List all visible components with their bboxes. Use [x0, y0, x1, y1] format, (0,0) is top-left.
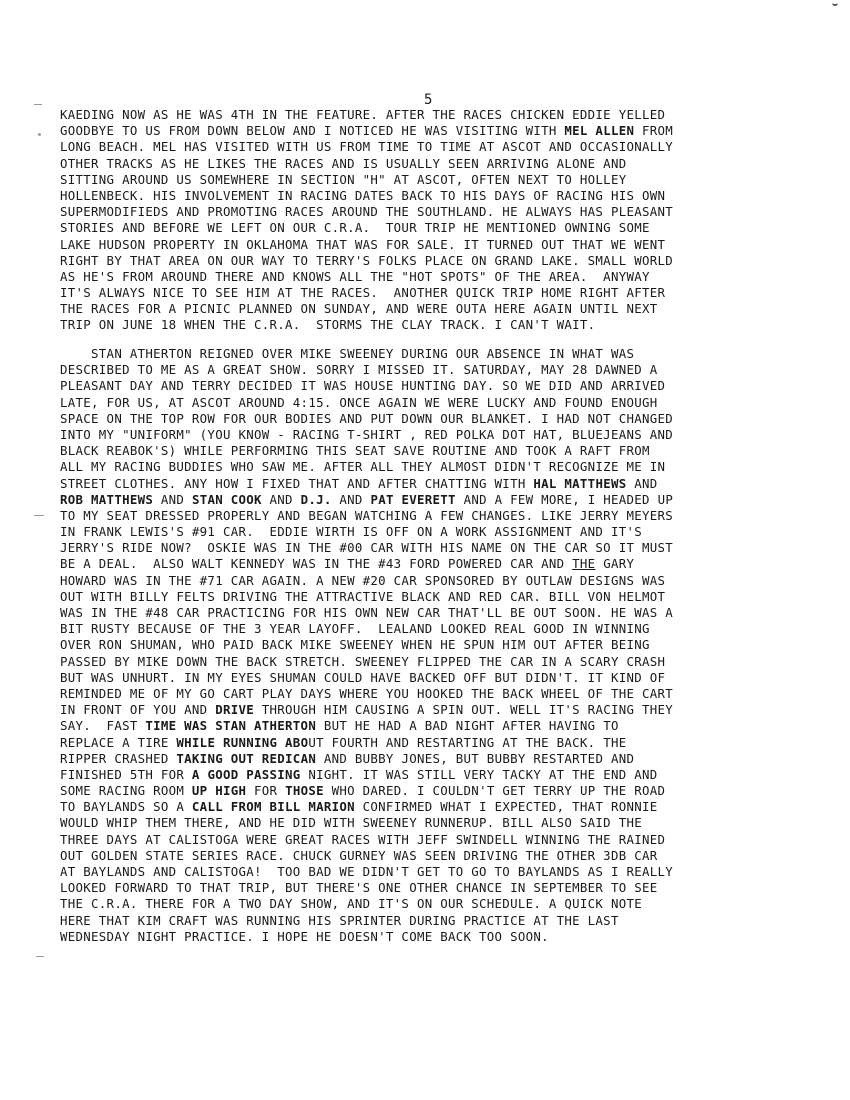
text-segment: BUT HE HAD A BAD NIGHT AFTER HAVING TO	[316, 718, 619, 734]
text-segment: RIGHT BY THAT AREA ON OUR WAY TO TERRY'S FOLKS PLACE ON GRAND LAKE. SMALL WORLD	[60, 252, 674, 268]
text-segment: INTO MY "UNIFORM" (YOU KNOW - RACING T-SHIRT , RED POLKA DOT HAT, BLUEJEANS AND	[60, 426, 674, 442]
text-line	[60, 815, 820, 831]
text-line	[60, 204, 820, 220]
text-line	[60, 188, 820, 204]
text-segment: OUT WITH BILLY FELTS DRIVING THE ATTRACTIVE BLACK AND RED CAR. BILL VON HELMOT	[60, 588, 666, 604]
text-line	[60, 524, 820, 540]
text-line	[60, 492, 820, 508]
text-line	[60, 107, 820, 123]
paragraph	[60, 107, 820, 334]
text-line	[60, 172, 820, 188]
text-segment: AND	[153, 491, 192, 507]
text-line	[60, 556, 820, 572]
text-segment: SITTING AROUND US SOMEWHERE IN SECTION "H" AT ASCOT, OFTEN NEXT TO HOLLEY	[60, 171, 627, 187]
text-segment: AND	[261, 491, 301, 507]
text-segment: PASSED BY MIKE DOWN THE BACK STRETCH. SWEENEY FLIPPED THE CAR IN A SCARY CRASH	[60, 653, 666, 669]
text-line	[60, 540, 820, 556]
text-segment: FINISHED 5TH FOR	[60, 766, 192, 782]
text-segment: WAS IN THE #48 CAR PRACTICING FOR HIS OWN NEW CAR THAT'LL BE OUT SOON. HE WAS A	[60, 605, 674, 620]
text-segment: CONFIRMED WHAT I EXPECTED, THAT RONNIE	[354, 799, 658, 815]
text-segment: WEDNESDAY NIGHT PRACTICE. I HOPE HE DOESN'T COME BACK TOO SOON.	[60, 928, 549, 944]
bold-text: TIME WAS STAN ATHERTON	[145, 718, 317, 734]
text-segment: REPLACE A TIRE	[60, 734, 177, 750]
text-line	[60, 411, 820, 427]
text-segment: LONG BEACH. MEL HAS VISITED WITH US FROM TIME TO TIME AT ASCOT AND OCCASIONALLY	[60, 139, 674, 155]
text-segment: WHO DARED. I COULDN'T GET TERRY UP THE ROAD	[323, 783, 666, 799]
page-corner-mark	[832, 0, 838, 6]
text-segment: AND	[626, 475, 658, 491]
text-line	[60, 459, 820, 475]
text-line	[60, 880, 820, 896]
margin-mark	[34, 104, 42, 105]
bold-text: UP HIGH	[191, 783, 247, 799]
text-line	[60, 317, 820, 333]
text-segment: ALL MY RACING BUDDIES WHO SAW ME. AFTER ALL THEY ALMOST DIDN'T RECOGNIZE ME IN	[60, 459, 666, 475]
text-segment: OVER RON SHUMAN, WHO PAID BACK MIKE SWEENEY WHEN HE SPUN HIM OUT AFTER BEING	[60, 637, 650, 653]
text-line	[60, 799, 820, 815]
text-line	[60, 605, 820, 621]
text-segment: TO BAYLANDS SO A	[60, 799, 192, 815]
text-line	[60, 589, 820, 605]
margin-mark	[34, 515, 44, 516]
text-segment: THE C.R.A. THERE FOR A TWO DAY SHOW, AND IT'S ON OUR SCHEDULE. A QUICK NOTE	[60, 896, 642, 912]
text-segment: GOODBYE TO US FROM DOWN BELOW AND I NOTICED HE WAS VISITING WITH	[60, 123, 565, 139]
text-segment: IT'S ALWAYS NICE TO SEE HIM AT THE RACES. ANOTHER QUICK TRIP HOME RIGHT AFTER	[60, 285, 666, 301]
text-line	[60, 654, 820, 670]
text-segment: STAN ATHERTON REIGNED OVER MIKE SWEENEY DURING OUR ABSENCE IN WHAT WAS	[60, 346, 635, 361]
text-line	[60, 783, 820, 799]
text-segment: THROUGH HIM CAUSING A SPIN OUT. WELL IT'S RACING THEY	[254, 702, 674, 718]
text-line	[60, 637, 820, 653]
bold-text: WHILE RUNNING ABO	[176, 734, 309, 750]
text-line	[60, 670, 820, 686]
text-line	[60, 702, 820, 718]
bold-text: A GOOD PASSING	[191, 766, 301, 782]
text-line	[60, 686, 820, 702]
text-segment: PLEASANT DAY AND TERRY DECIDED IT WAS HOUSE HUNTING DAY. SO WE DID AND ARRIVED	[60, 378, 666, 394]
text-segment: AND BUBBY JONES, BUT BUBBY RESTARTED AND	[316, 750, 635, 766]
text-line	[60, 508, 820, 524]
text-line	[60, 896, 820, 912]
text-line	[60, 237, 820, 253]
text-segment: THREE DAYS AT CALISTOGA WERE GREAT RACES WITH JEFF SWINDELL WINNING THE RAINED	[60, 831, 666, 847]
text-segment: HERE THAT KIM CRAFT WAS RUNNING HIS SPRINTER DURING PRACTICE AT THE LAST	[60, 912, 619, 928]
text-segment: KAEDING NOW AS HE WAS 4TH IN THE FEATURE. AFTER THE RACES CHICKEN EDDIE YELLED	[60, 107, 666, 122]
text-segment: SPACE ON THE TOP ROW FOR OUR BODIES AND PUT DOWN OUR BLANKET. I HAD NOT CHANGED	[60, 410, 674, 426]
text-segment: NIGHT. IT WAS STILL VERY TACKY AT THE END AND	[300, 766, 658, 782]
text-segment: WOULD WHIP THEM THERE, AND HE DID WITH SWEENEY RUNNERUP. BILL ALSO SAID THE	[60, 815, 642, 831]
text-line	[60, 156, 820, 172]
bold-text: TAKING OUT REDICAN	[176, 750, 317, 766]
text-segment: TRIP ON JUNE 18 WHEN THE C.R.A. STORMS THE CLAY TRACK. I CAN'T WAIT.	[60, 317, 596, 333]
text-segment: OTHER TRACKS AS HE LIKES THE RACES AND IS USUALLY SEEN ARRIVING ALONE AND	[60, 155, 627, 171]
text-segment: BE A DEAL. ALSO WALT KENNEDY WAS IN THE #43 FORD POWERED CAR AND	[60, 556, 573, 572]
text-segment: FROM	[634, 123, 674, 139]
text-line	[60, 621, 820, 637]
text-segment: AT BAYLANDS AND CALISTOGA! TOO BAD WE DIDN'T GET TO GO TO BAYLANDS AS I REALLY	[60, 864, 674, 879]
bold-text: PAT EVERETT	[370, 491, 456, 507]
text-line	[60, 443, 820, 459]
bold-text: STAN COOK	[191, 491, 262, 507]
text-segment: LOOKED FORWARD TO THAT TRIP, BUT THERE'S ONE OTHER CHANCE IN SEPTEMBER TO SEE	[60, 880, 658, 896]
text-segment: HOWARD WAS IN THE #71 CAR AGAIN. A NEW #20 CAR SPONSORED BY OUTLAW DESIGNS WAS	[60, 572, 666, 588]
text-line	[60, 735, 820, 751]
margin-mark	[38, 133, 41, 136]
bold-text: D.J.	[300, 491, 332, 507]
text-segment: AND	[331, 491, 371, 507]
bold-text: HAL MATTHEWS	[533, 475, 627, 491]
text-segment: LAKE HUDSON PROPERTY IN OKLAHOMA THAT WAS FOR SALE. IT TURNED OUT THAT WE WENT	[60, 236, 666, 252]
text-segment: IN FRONT OF YOU AND	[60, 702, 216, 718]
text-segment: GARY	[595, 556, 635, 572]
text-line	[60, 346, 820, 362]
bold-text: THOSE	[285, 783, 324, 799]
text-segment: HOLLENBECK. HIS INVOLVEMENT IN RACING DATES BACK TO HIS DAYS OF RACING HIS OWN	[60, 187, 666, 203]
text-segment: THE RACES FOR A PICNIC PLANNED ON SUNDAY, AND WERE OUTA HERE AGAIN UNTIL NEXT	[60, 301, 658, 317]
bold-text: ROB MATTHEWS	[60, 491, 154, 507]
text-line	[60, 718, 820, 734]
text-segment: OUT GOLDEN STATE SERIES RACE. CHUCK GURNEY WAS SEEN DRIVING THE OTHER 3DB CAR	[60, 847, 658, 863]
text-line	[60, 253, 820, 269]
text-line	[60, 929, 820, 945]
text-line	[60, 832, 820, 848]
text-segment: SUPERMODIFIEDS AND PROMOTING RACES AROUND THE SOUTHLAND. HE ALWAYS HAS PLEASANT	[60, 204, 674, 220]
text-segment: FOR	[246, 783, 286, 799]
text-segment: IN FRANK LEWIS'S #91 CAR. EDDIE WIRTH IS OFF ON A WORK ASSIGNMENT AND IT'S	[60, 524, 642, 540]
text-segment: SOME RACING ROOM	[60, 783, 192, 799]
text-segment: STORIES AND BEFORE WE LEFT ON OUR C.R.A. TOUR TRIP HE MENTIONED OWNING SOME	[60, 220, 650, 236]
text-segment: BIT RUSTY BECAUSE OF THE 3 YEAR LAYOFF. LEALAND LOOKED REAL GOOD IN WINNING	[60, 621, 650, 637]
text-line	[60, 301, 820, 317]
text-segment: BLACK REABOK'S) WHILE PERFORMING THIS SEAT SAVE ROUTINE AND TOOK A RAFT FROM	[60, 443, 650, 459]
bold-text: MEL ALLEN	[564, 123, 635, 139]
text-segment: AS HE'S FROM AROUND THERE AND KNOWS ALL THE "HOT SPOTS" OF THE AREA. ANYWAY	[60, 268, 650, 284]
text-line	[60, 476, 820, 492]
text-line	[60, 848, 820, 864]
text-line	[60, 269, 820, 285]
text-line	[60, 913, 820, 929]
text-line	[60, 427, 820, 443]
text-line	[60, 864, 820, 880]
text-line	[60, 285, 820, 301]
text-line	[60, 123, 820, 139]
bold-text: CALL FROM	[191, 799, 270, 815]
bold-text: BILL MARION	[269, 799, 355, 815]
text-segment: DESCRIBED TO ME AS A GREAT SHOW. SORRY I MISSED IT. SATURDAY, MAY 28 DAWNED A	[60, 362, 658, 378]
text-line	[60, 220, 820, 236]
margin-mark	[36, 956, 44, 957]
text-line	[60, 378, 820, 394]
text-segment: TO MY SEAT DRESSED PROPERLY AND BEGAN WATCHING A FEW CHANGES. LIKE JERRY MEYERS	[60, 507, 674, 523]
text-segment: LATE, FOR US, AT ASCOT AROUND 4:15. ONCE AGAIN WE WERE LUCKY AND FOUND ENOUGH	[60, 394, 658, 410]
text-segment: JERRY'S RIDE NOW? OSKIE WAS IN THE #00 CAR WITH HIS NAME ON THE CAR SO IT MUST	[60, 540, 674, 556]
text-line	[60, 395, 820, 411]
text-segment: AND A FEW MORE, I HEADED UP	[455, 491, 674, 507]
text-line	[60, 139, 820, 155]
text-line	[60, 362, 820, 378]
underlined-text: THE	[572, 556, 596, 572]
text-segment: REMINDED ME OF MY GO CART PLAY DAYS WHERE YOU HOOKED THE BACK WHEEL OF THE CART	[60, 685, 674, 701]
text-line	[60, 767, 820, 783]
text-line	[60, 573, 820, 589]
text-segment: BUT WAS UNHURT. IN MY EYES SHUMAN COULD HAVE BACKED OFF BUT DIDN'T. IT KIND OF	[60, 669, 666, 685]
text-segment: UT FOURTH AND RESTARTING AT THE BACK. THE	[308, 734, 627, 750]
paragraph	[60, 346, 820, 945]
page-number: 5	[424, 92, 433, 108]
text-segment: STREET CLOTHES. ANY HOW I FIXED THAT AND AFTER CHATTING WITH	[60, 475, 534, 491]
text-segment: RIPPER CRASHED	[60, 750, 177, 766]
text-line	[60, 751, 820, 767]
bold-text: DRIVE	[215, 702, 255, 718]
text-segment: SAY. FAST	[60, 718, 146, 734]
